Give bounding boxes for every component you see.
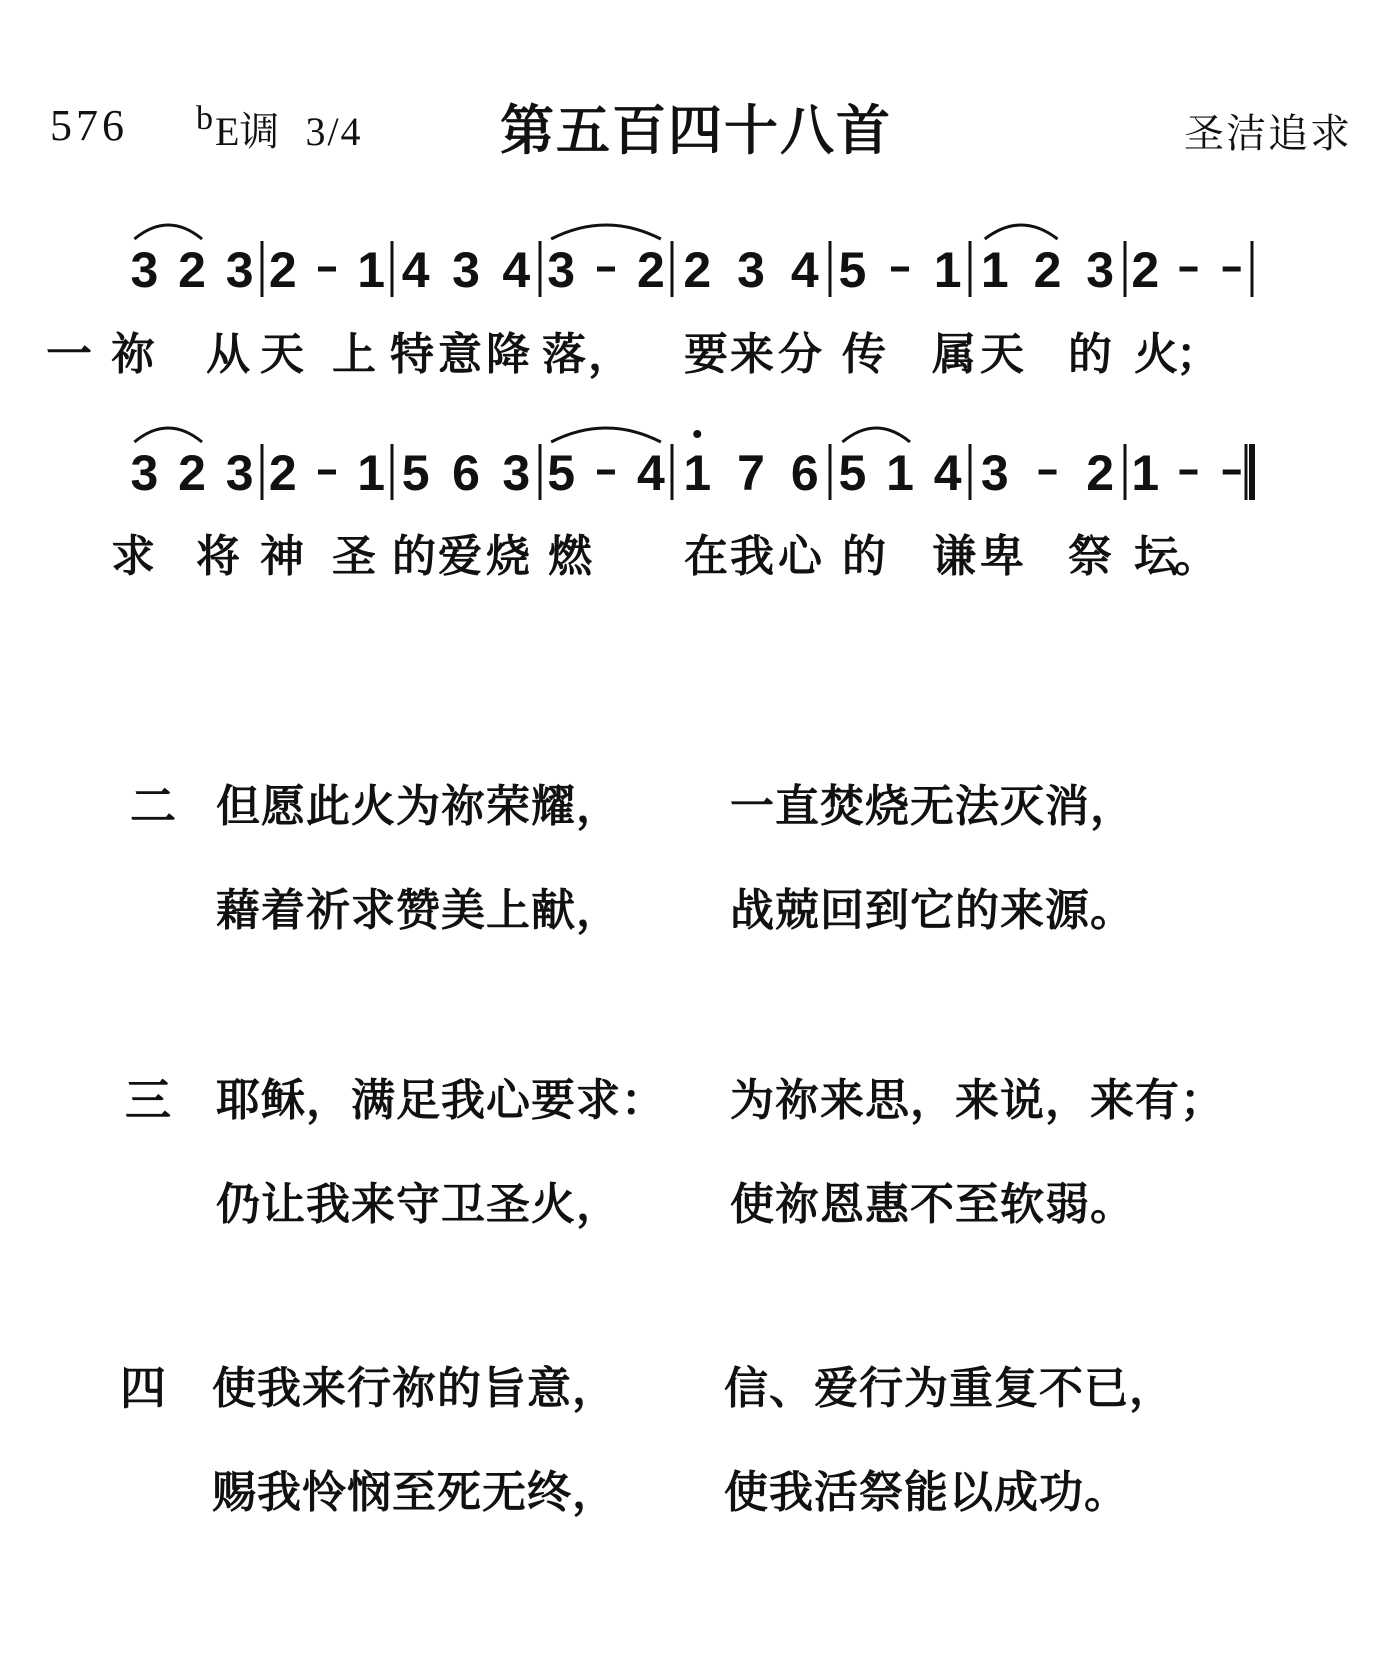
verse1-line2-char: 祭 <box>1068 531 1112 582</box>
note-digit: 1 <box>1131 445 1160 501</box>
hymn-title: 第五百四十八首 <box>500 99 892 162</box>
verse1-line2-char: 坛 <box>1134 531 1178 582</box>
verse1-line1-char: 传 <box>842 329 886 380</box>
verse1-line2-char: 的 <box>392 531 436 582</box>
note-digit: 3 <box>737 242 765 298</box>
verse3-line1-b: 为祢来思，来说，来有； <box>730 1075 1225 1126</box>
hymn-number: 576 <box>50 101 128 150</box>
note-digit: 2 <box>683 242 712 298</box>
note-digit: 3 <box>130 242 159 298</box>
verse1-line1-char: 要 <box>684 329 728 380</box>
verse4-line2-a: 赐我怜悯至死无终， <box>212 1467 617 1518</box>
note-digit: 3 <box>452 242 480 298</box>
verse1-line2-char: 神 <box>260 531 304 582</box>
verse3-line1-a: 耶稣，满足我心要求： <box>216 1075 666 1126</box>
verse4-line1-a: 使我来行祢的旨意， <box>212 1363 617 1414</box>
octave-dot <box>693 430 701 438</box>
verse1-line2-char: 心 <box>778 531 822 582</box>
verse1-line2-char: 卑 <box>980 531 1024 582</box>
notation-line-1 <box>0 215 1400 305</box>
verse1-line2-char: 。 <box>1174 531 1218 582</box>
verse1-line2-char: 圣 <box>332 531 376 582</box>
verse1-line2-char: 的 <box>842 531 886 582</box>
verse1-line2-char: 在 <box>684 531 728 582</box>
note-digit: 5 <box>547 445 576 501</box>
verse3-line2-b: 使祢恩惠不至软弱。 <box>730 1179 1135 1230</box>
note-digit: 1 <box>933 242 962 298</box>
note-digit: 3 <box>980 445 1009 501</box>
note-digit: 3 <box>547 242 576 298</box>
key-signature <box>196 100 363 157</box>
note-digit: 2 <box>1131 242 1160 298</box>
verse3-line2-a: 仍让我来守卫圣火， <box>216 1179 621 1230</box>
verse1-line1-char: ； <box>1176 329 1220 380</box>
slur <box>551 428 661 442</box>
verse1-line2-char: 我 <box>730 531 774 582</box>
note-digit: 2 <box>1086 445 1115 501</box>
verse2-line1-b: 一直焚烧无法灭消， <box>730 781 1135 832</box>
verse1-line2-char: 求 <box>111 531 155 582</box>
verse1-lyrics-line1 <box>0 318 1400 381</box>
hymn-theme: 圣洁追求 <box>1184 111 1352 157</box>
note-digit: 4 <box>933 445 962 501</box>
note-digit: 6 <box>452 445 480 501</box>
verse1-line2-char: 爱 <box>438 531 482 582</box>
note-digit: 4 <box>636 445 665 501</box>
verse2-line2-b: 战兢回到它的来源。 <box>730 885 1135 936</box>
note-digit: 3 <box>225 242 254 298</box>
key-label: E调 <box>215 109 280 154</box>
slur <box>134 225 202 239</box>
verse1-line2-char: 将 <box>196 531 240 582</box>
verse1-line1-char: 天 <box>980 329 1024 380</box>
verse1-line1-char: 降 <box>486 329 530 380</box>
verse-number-1: 一 <box>46 327 92 381</box>
note-digit: 5 <box>838 445 867 501</box>
note-digit: 1 <box>357 242 386 298</box>
note-digit: 6 <box>790 445 819 501</box>
note-digit: 2 <box>1033 242 1062 298</box>
verse1-line1-char: 天 <box>260 329 304 380</box>
notation-line-2 <box>0 418 1400 508</box>
verse1-line2-char: 燃 <box>548 531 592 582</box>
note-digit: 2 <box>268 242 297 298</box>
score-line-2 <box>0 418 1400 508</box>
verse1-line1-char: 意 <box>438 329 482 380</box>
verse2-line1-a: 但愿此火为祢荣耀， <box>216 781 621 832</box>
note-digit: 1 <box>357 445 386 501</box>
note-digit: 1 <box>980 242 1009 298</box>
slur <box>842 428 910 442</box>
verse1-line2-char: 谦 <box>932 531 976 582</box>
flat-sign: b <box>196 100 213 137</box>
verse-number-2: 二 <box>130 779 176 833</box>
time-signature: 3/4 <box>305 109 363 154</box>
note-digit: 2 <box>268 445 297 501</box>
note-digit: 1 <box>683 445 712 501</box>
verse1-line1-char: ， <box>588 329 632 380</box>
verse4-line1-b: 信、爱行为重复不已， <box>724 1363 1174 1414</box>
verse1-line1-char: 从 <box>206 329 250 380</box>
verse-number-4: 四 <box>120 1361 166 1415</box>
slur <box>985 225 1058 239</box>
verse4-line2-b: 使我活祭能以成功。 <box>724 1467 1129 1518</box>
note-digit: 2 <box>178 242 206 298</box>
verse1-line1-char: 属 <box>932 329 976 380</box>
note-digit: 3 <box>502 445 531 501</box>
note-digit: 4 <box>790 242 819 298</box>
verse1-lyrics-line2 <box>0 520 1400 580</box>
note-digit: 7 <box>737 445 765 501</box>
verse1-line1-char: 特 <box>390 329 434 380</box>
verse1-line2-char: 烧 <box>486 531 530 582</box>
verse1-line1-char: 的 <box>1068 329 1112 380</box>
verse1-line1-char: 来 <box>730 329 774 380</box>
verse-number-3: 三 <box>125 1073 171 1127</box>
score-line-1 <box>0 215 1400 305</box>
note-digit: 2 <box>636 242 665 298</box>
verse2-line2-a: 藉着祈求赞美上献， <box>216 885 621 936</box>
verse1-line1-char: 火 <box>1134 329 1178 380</box>
verse1-line1-char: 祢 <box>111 329 155 380</box>
verse1-line1-char: 上 <box>332 329 376 380</box>
verse1-line1-char: 落 <box>542 329 586 380</box>
note-digit: 4 <box>502 242 531 298</box>
slur <box>134 428 202 442</box>
slur <box>551 225 661 239</box>
note-digit: 5 <box>401 445 430 501</box>
note-digit: 3 <box>130 445 159 501</box>
note-digit: 5 <box>838 242 867 298</box>
note-digit: 3 <box>1086 242 1115 298</box>
note-digit: 1 <box>886 445 914 501</box>
note-digit: 2 <box>178 445 206 501</box>
note-digit: 4 <box>401 242 430 298</box>
note-digit: 3 <box>225 445 254 501</box>
verse1-line1-char: 分 <box>778 329 822 380</box>
